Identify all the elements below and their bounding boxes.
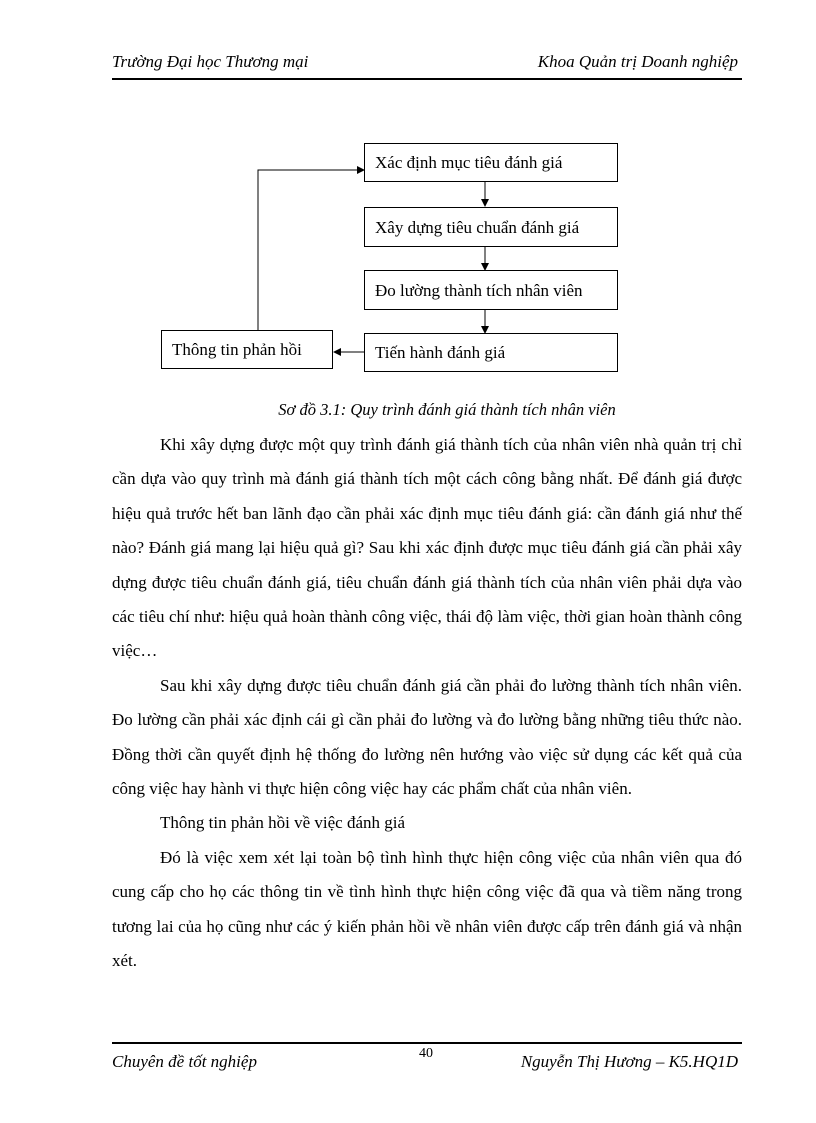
flow-feedback: Thông tin phản hồi — [161, 330, 333, 369]
page-footer — [112, 1042, 742, 1078]
paragraph-1: Khi xây dựng được một quy trình đánh giá thành tích của nhân viên nhà quản trị chỉ cần dựa vào quy trình mà đánh giá thành tích một cách công bằng nhất. Để đánh giá được hiệu quả trước hết ban lãnh đạo cần phải xác định mục tiêu đánh giá: cần đánh giá như thế nào? Đánh giá mang lại hiệu quả gì? Sau khi xác định được mục tiêu đánh giá cần phải xây dựng được tiêu chuẩn đánh giá, tiêu chuẩn đánh giá thành tích của nhân viên phải dựa vào các tiêu chí như: hiệu quả hoàn thành công việc, thái độ làm việc, thời gian hoàn thành công việc… — [112, 435, 742, 661]
footer-doc-type: Chuyên đề tốt nghiệp — [112, 1052, 257, 1071]
flow-step-3: Đo lường thành tích nhân viên — [364, 270, 618, 310]
paragraph-3-subheading: Thông tin phản hồi về việc đánh giá — [160, 813, 406, 833]
header-school: Trường Đại học Thương mại — [112, 52, 309, 71]
flow-step-1: Xác định mục tiêu đánh giá — [364, 143, 618, 182]
flow-step-2: Xây dựng tiêu chuẩn đánh giá — [364, 207, 618, 247]
footer-author: Nguyễn Thị Hương – K5.HQ1D — [520, 1052, 738, 1071]
diagram-caption: Sơ đồ 3.1: Quy trình đánh giá thành tích nhân viên — [278, 400, 616, 419]
paragraph-4: Đó là việc xem xét lại toàn bộ tình hình thực hiện công việc của nhân viên qua đó cung cấp cho họ các thông tin về tình hình thực hiện công việc đã qua và tiềm năng trong tương lai của họ cũng như các ý kiến phản hồi về nhân viên được cấp trên đánh giá và nhận xét. — [112, 847, 742, 971]
header-faculty: Khoa Quản trị Doanh nghiệp — [537, 52, 738, 71]
body-text — [112, 428, 742, 979]
page-number: 40 — [419, 1046, 433, 1061]
flow-step-4: Tiến hành đánh giá — [364, 333, 618, 372]
paragraph-2: Sau khi xây dựng được tiêu chuẩn đánh giá cần phải đo lường thành tích nhân viên. Đo lường cần phải xác định cái gì cần phải đo lường và đo lường bằng những tiêu thức nào. Đồng thời cần quyết định hệ thống đo lường nên hướng vào việc sử dụng các kết quả của công việc hay hành vi thực hiện công việc hay các phẩm chất của nhân viên. — [112, 675, 742, 799]
arrow-feedback-loop — [258, 170, 364, 330]
